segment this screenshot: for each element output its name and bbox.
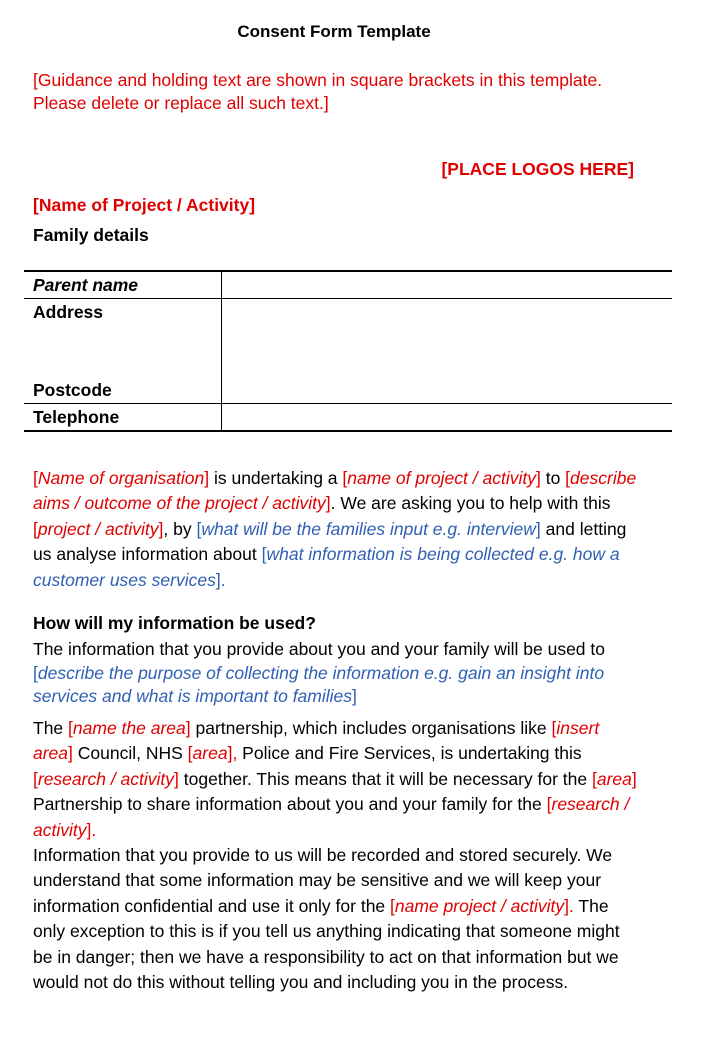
- bracket: [: [565, 468, 571, 488]
- bracket: ]: [68, 743, 73, 764]
- table-row: [24, 271, 672, 299]
- area-placeholder: area: [192, 743, 228, 764]
- text: partnership, which includes organisations like: [190, 718, 552, 738]
- area-placeholder: name the area: [72, 718, 186, 738]
- bracket: [: [390, 895, 395, 916]
- address-label: Address: [33, 302, 104, 322]
- address-field[interactable]: [222, 299, 673, 404]
- bracket: [: [33, 468, 38, 488]
- usage-paragraph-1: [33, 638, 643, 709]
- research-placeholder: research / activity: [33, 794, 630, 840]
- bracket: [: [33, 518, 38, 539]
- bracket: [: [187, 743, 193, 764]
- bracket: ]: [352, 686, 357, 706]
- text: , by: [163, 518, 197, 539]
- guidance-note: [Guidance and holding text are shown in square brackets in this template. Please delete or replace all such text.]: [33, 70, 603, 113]
- logos-placeholder: [PLACE LOGOS HERE]: [441, 159, 634, 179]
- text: The information that you provide about you and your family will be used to: [33, 639, 605, 659]
- bracket: [: [546, 794, 552, 815]
- telephone-field[interactable]: [222, 404, 673, 432]
- project-placeholder: name of project / activity: [347, 468, 536, 488]
- telephone-label: Telephone: [24, 404, 222, 432]
- bracket: ]: [535, 518, 541, 539]
- bracket: ],: [227, 743, 238, 764]
- aims-placeholder: describe aims / outcome of the project / activity: [33, 468, 637, 514]
- text: Information that you provide to us will be recorded and stored securely. We understand that some information may be sensitive and we will keep your information confidential and use it only for the: [33, 845, 613, 916]
- usage-paragraph-3: [33, 843, 643, 995]
- usage-paragraph-2: [33, 716, 643, 843]
- parent-name-field[interactable]: [222, 271, 673, 299]
- bracket: ]: [631, 768, 637, 789]
- text: to: [540, 468, 566, 488]
- text: . We are asking you to help with this: [330, 493, 611, 514]
- project-placeholder: name project / activity: [394, 895, 565, 916]
- table-row: [24, 299, 672, 404]
- bracket: ]: [325, 493, 331, 514]
- text: together. This means that it will be necessary for the: [178, 768, 592, 789]
- bracket: [: [33, 768, 38, 789]
- activity-placeholder: project / activity: [37, 518, 159, 539]
- bracket: [: [592, 768, 597, 789]
- address-postcode-cell: [24, 299, 222, 404]
- text: The: [33, 718, 69, 738]
- document-title: Consent Form Template: [237, 22, 431, 41]
- family-details-table: [24, 270, 672, 432]
- table-row: [24, 404, 672, 432]
- text: The only exception to this is if you tell us anything indicating that someone might be in danger; then we have a responsibility to act on that information but we would not do this without telling you and including you in the process.: [33, 895, 620, 993]
- bracket: ].: [86, 819, 97, 840]
- bracket: ].: [215, 569, 226, 590]
- organisation-placeholder: Name of organisation: [37, 468, 205, 488]
- text: is undertaking a: [209, 468, 343, 488]
- project-name-placeholder: [Name of Project / Activity]: [33, 195, 256, 215]
- bracket: [: [551, 718, 557, 738]
- area-placeholder: area: [596, 768, 632, 789]
- purpose-guidance: describe the purpose of collecting the information e.g. gain an insight into services and what is important to families: [33, 662, 605, 706]
- bracket: [: [196, 518, 202, 539]
- bracket: ]: [204, 468, 210, 488]
- bracket: ]: [185, 718, 191, 738]
- parent-name-label: Parent name: [24, 271, 222, 299]
- usage-heading: How will my information be used?: [33, 613, 316, 633]
- family-details-heading: Family details: [33, 225, 149, 245]
- research-placeholder: research / activity: [37, 768, 175, 789]
- bracket: [: [68, 718, 73, 738]
- input-guidance: what will be the families input e.g. interview: [201, 518, 536, 539]
- postcode-label: Postcode: [33, 380, 112, 400]
- information-guidance: what information is being collected e.g. how a customer uses services: [33, 544, 620, 590]
- text: Council, NHS: [72, 743, 188, 764]
- text: and letting us analyse information about: [33, 518, 627, 565]
- bracket: [: [261, 544, 267, 565]
- bracket: ]: [174, 768, 179, 789]
- intro-paragraph: [33, 466, 643, 593]
- bracket: [: [33, 662, 38, 683]
- area-placeholder: insert area: [33, 718, 600, 764]
- bracket: [: [342, 468, 348, 488]
- bracket: ]: [158, 518, 164, 539]
- bracket: ].: [564, 895, 574, 916]
- bracket: ]: [535, 468, 541, 488]
- text: Police and Fire Services, is undertaking this: [237, 743, 582, 764]
- text: Partnership to share information about you and your family for the: [33, 794, 547, 815]
